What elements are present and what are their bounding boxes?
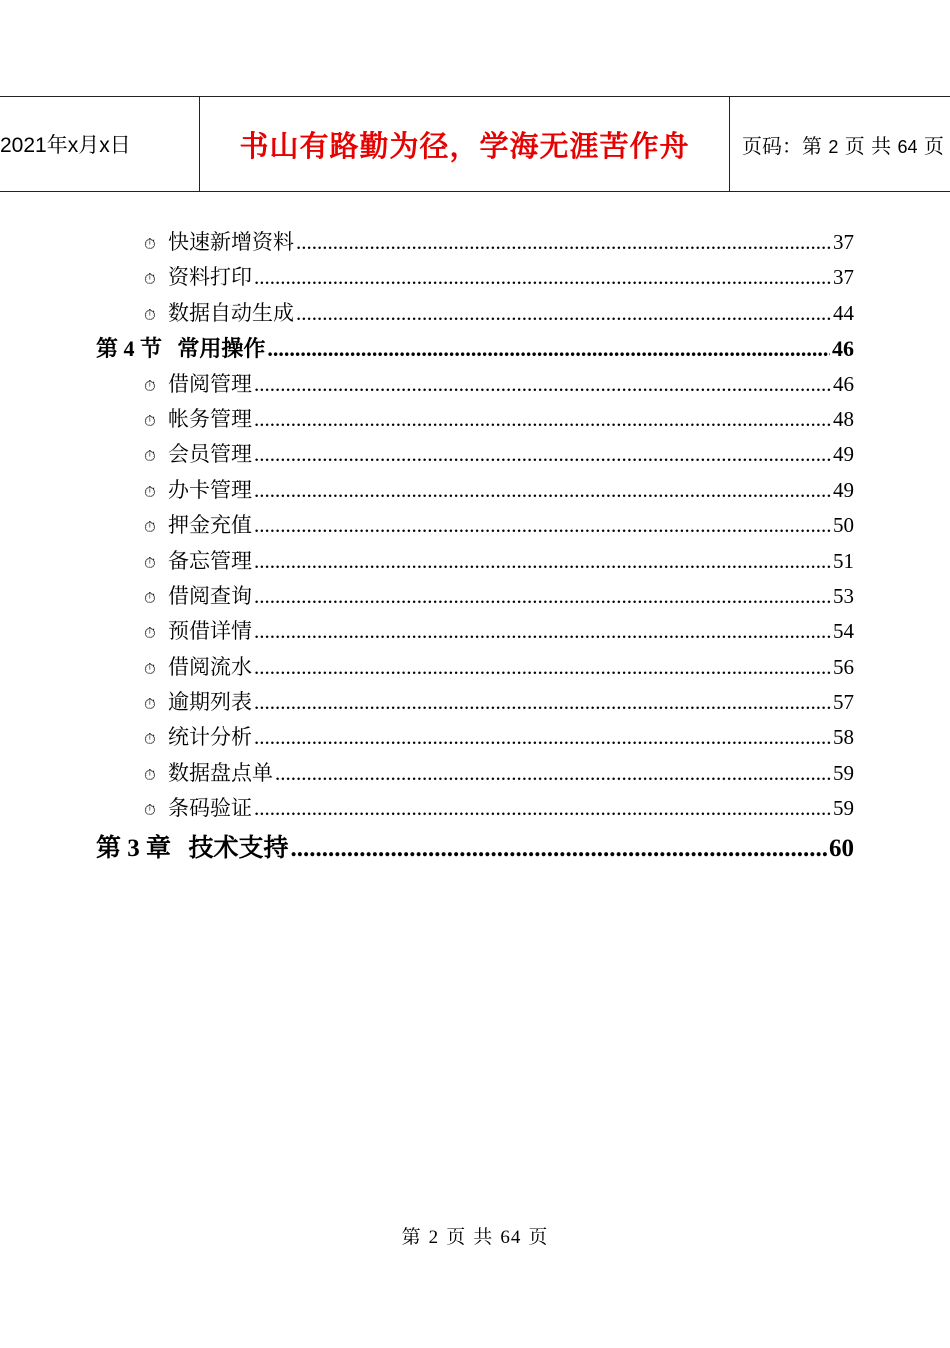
toc-entry-page: 44 bbox=[833, 300, 854, 325]
clock-icon: ⏱ bbox=[144, 270, 156, 289]
toc-entry-label: 帐务管理 bbox=[168, 406, 252, 431]
toc-leader-dots bbox=[296, 301, 831, 326]
header-motto-cell bbox=[200, 97, 730, 191]
toc-leader-dots bbox=[254, 584, 831, 609]
toc-entry[interactable] bbox=[96, 368, 854, 403]
toc-entry-label: 备忘管理 bbox=[168, 548, 252, 573]
toc-leader-dots bbox=[254, 265, 831, 290]
toc-entry-page: 56 bbox=[833, 654, 854, 679]
toc-entry[interactable] bbox=[96, 580, 854, 615]
toc-chapter-row[interactable] bbox=[96, 828, 854, 864]
toc-entry-page: 37 bbox=[833, 230, 854, 254]
clock-icon: ⏱ bbox=[144, 588, 156, 607]
toc-leader-dots bbox=[296, 230, 831, 255]
toc-leader-dots bbox=[254, 796, 831, 821]
toc-entry[interactable] bbox=[96, 261, 854, 296]
toc-leader-dots bbox=[275, 761, 831, 786]
toc-entry-page: 59 bbox=[833, 760, 854, 785]
header-page-info bbox=[742, 130, 944, 159]
header-page-total: 64 bbox=[897, 136, 918, 157]
footer-total: 64 bbox=[500, 1227, 522, 1248]
toc-section-prefix: 第 4 节 bbox=[96, 336, 163, 362]
clock-icon: ⏱ bbox=[144, 765, 156, 784]
header-page-middle: 页 共 bbox=[844, 133, 892, 158]
toc-entry-label: 快速新增资料 bbox=[168, 230, 294, 254]
clock-icon: ⏱ bbox=[144, 411, 156, 430]
toc-chapter-page: 60 bbox=[829, 834, 854, 862]
toc-entry-page: 53 bbox=[833, 583, 854, 608]
footer-mid: 页 共 bbox=[446, 1226, 494, 1248]
toc-leader-dots bbox=[254, 407, 831, 432]
toc-entry[interactable] bbox=[96, 438, 854, 473]
header-page-suffix: 页 bbox=[923, 133, 944, 158]
clock-icon: ⏱ bbox=[144, 659, 156, 678]
table-of-contents bbox=[96, 226, 854, 864]
toc-entry-label: 条码验证 bbox=[168, 796, 252, 821]
toc-leader-dots bbox=[254, 690, 831, 715]
toc-entry-page: 54 bbox=[833, 619, 854, 644]
toc-leader-dots bbox=[290, 835, 827, 863]
toc-entry-label: 数据盘点单 bbox=[168, 760, 273, 785]
clock-icon: ⏱ bbox=[144, 695, 156, 714]
toc-entry-page: 50 bbox=[833, 513, 854, 538]
clock-icon: ⏱ bbox=[144, 801, 156, 820]
toc-entry-label: 逾期列表 bbox=[168, 690, 252, 715]
toc-entry-label: 会员管理 bbox=[168, 442, 252, 467]
toc-entry[interactable] bbox=[96, 651, 854, 686]
toc-entry[interactable] bbox=[96, 545, 854, 580]
toc-entry[interactable] bbox=[96, 615, 854, 650]
toc-leader-dots bbox=[254, 655, 831, 680]
page-footer bbox=[0, 1222, 950, 1249]
toc-entry-label: 统计分析 bbox=[168, 725, 252, 750]
toc-chapter-prefix: 第 3 章 bbox=[96, 834, 172, 862]
toc-chapter-label: 技术支持 bbox=[188, 832, 289, 862]
toc-entry-page: 51 bbox=[833, 548, 854, 573]
toc-chapter-title bbox=[96, 828, 288, 864]
toc-leader-dots bbox=[254, 442, 831, 467]
footer-post: 页 bbox=[528, 1226, 549, 1248]
toc-section-label: 常用操作 bbox=[177, 337, 266, 363]
toc-entry-label: 办卡管理 bbox=[168, 477, 252, 502]
clock-icon: ⏱ bbox=[144, 482, 156, 501]
toc-leader-dots bbox=[254, 372, 831, 397]
clock-icon: ⏱ bbox=[144, 518, 156, 537]
toc-entry-label: 数据自动生成 bbox=[168, 300, 294, 325]
header-page-prefix: 页码：第 bbox=[742, 133, 822, 158]
toc-leader-dots bbox=[254, 513, 831, 538]
toc-entry[interactable] bbox=[96, 297, 854, 332]
toc-entry-page: 59 bbox=[833, 796, 854, 821]
toc-entry[interactable] bbox=[96, 686, 854, 721]
toc-leader-dots bbox=[254, 549, 831, 574]
clock-icon: ⏱ bbox=[144, 376, 156, 395]
toc-entry-label: 借阅查询 bbox=[168, 583, 252, 608]
footer-pre: 第 bbox=[401, 1226, 422, 1248]
toc-entry[interactable] bbox=[96, 721, 854, 756]
toc-entry[interactable] bbox=[96, 792, 854, 827]
toc-entry-page: 57 bbox=[833, 690, 854, 715]
toc-entry-label: 借阅管理 bbox=[168, 371, 252, 396]
toc-entry-page: 46 bbox=[833, 371, 854, 396]
toc-entry[interactable] bbox=[96, 757, 854, 792]
toc-leader-dots bbox=[254, 619, 831, 644]
header-date-cell bbox=[0, 97, 200, 191]
toc-entry[interactable] bbox=[96, 474, 854, 509]
toc-entry-page: 58 bbox=[833, 725, 854, 750]
toc-section-title bbox=[96, 332, 265, 363]
clock-icon: ⏱ bbox=[144, 730, 156, 749]
toc-entry-page: 48 bbox=[833, 406, 854, 431]
page-header bbox=[0, 96, 950, 192]
toc-entry-page: 37 bbox=[833, 265, 854, 290]
clock-icon: ⏱ bbox=[144, 305, 156, 324]
toc-section-row[interactable] bbox=[96, 332, 854, 367]
header-page-cell bbox=[730, 97, 950, 191]
toc-leader-dots bbox=[254, 478, 831, 503]
footer-current: 2 bbox=[428, 1227, 440, 1248]
clock-icon: ⏱ bbox=[144, 624, 156, 643]
header-motto: 书山有路勤为径，学海无涯苦作舟 bbox=[239, 128, 690, 163]
toc-entry-label: 押金充值 bbox=[168, 513, 252, 538]
toc-section-page: 46 bbox=[832, 336, 854, 362]
clock-icon: ⏱ bbox=[144, 553, 156, 572]
clock-icon: ⏱ bbox=[144, 447, 156, 466]
toc-entry-label: 预借详情 bbox=[168, 619, 252, 644]
toc-entry[interactable] bbox=[96, 226, 854, 261]
clock-icon: ⏱ bbox=[144, 235, 156, 253]
toc-entry-label: 借阅流水 bbox=[168, 654, 252, 679]
toc-entry[interactable] bbox=[96, 403, 854, 438]
header-date: 2021年x月x日 bbox=[0, 134, 131, 157]
toc-leader-dots bbox=[254, 725, 831, 750]
header-page-current: 2 bbox=[828, 136, 839, 157]
toc-leader-dots bbox=[267, 336, 830, 362]
toc-entry[interactable] bbox=[96, 509, 854, 544]
toc-entry-page: 49 bbox=[833, 477, 854, 502]
toc-entry-label: 资料打印 bbox=[168, 265, 252, 290]
toc-entry-page: 49 bbox=[833, 442, 854, 467]
